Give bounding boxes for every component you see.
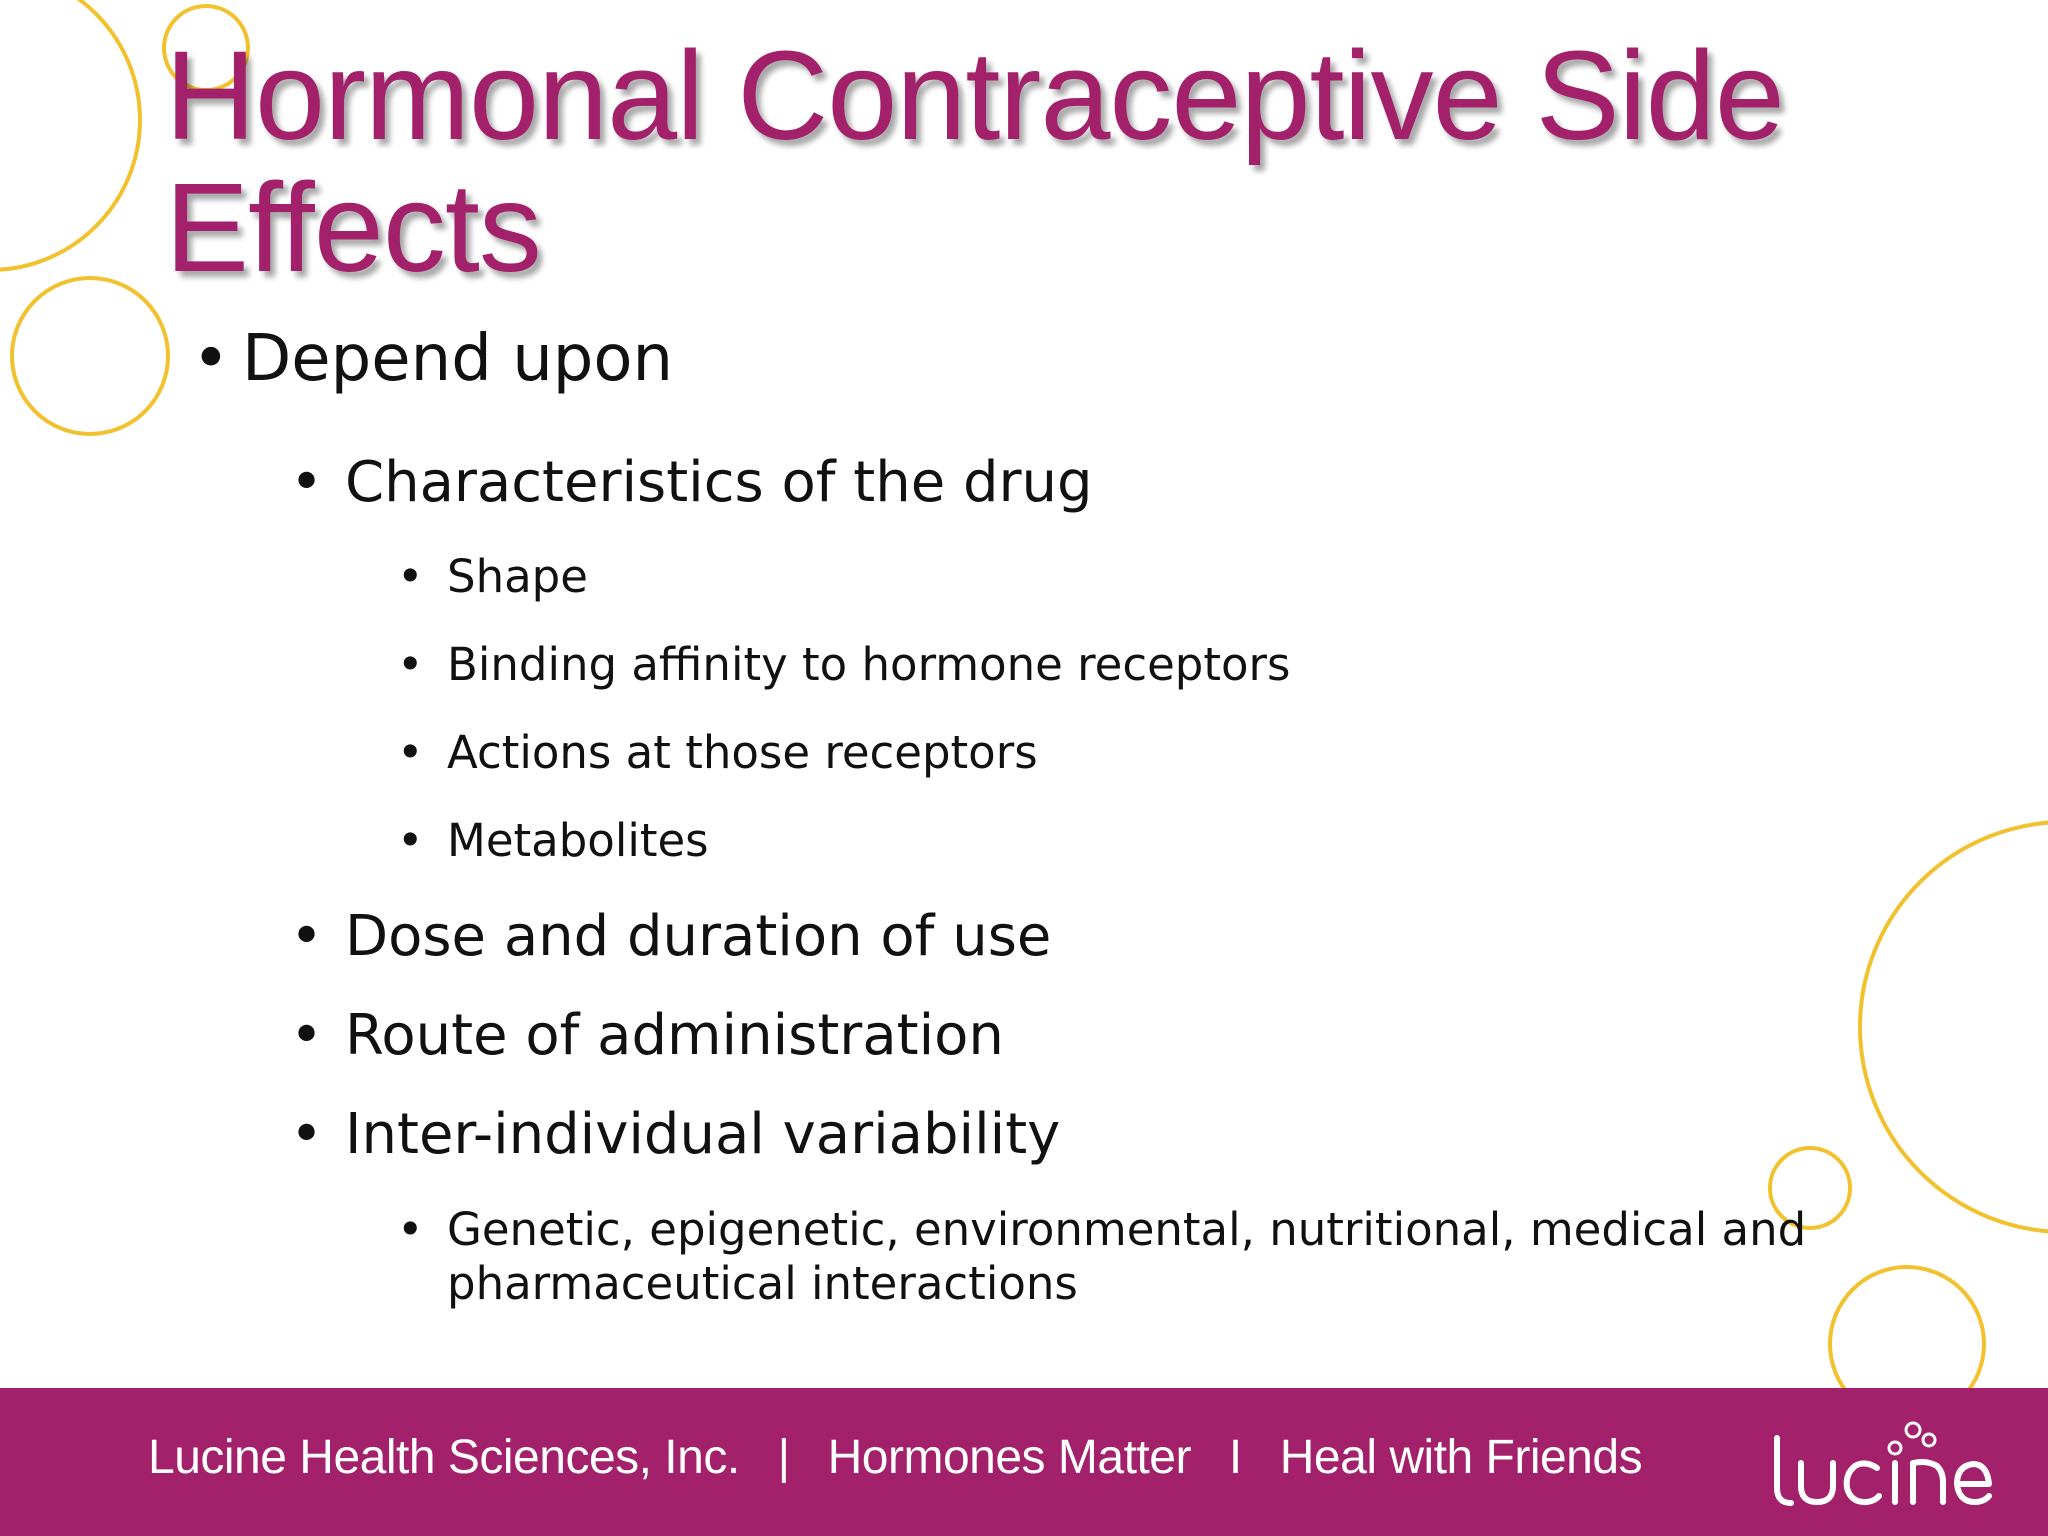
bullet-dot-icon: • <box>397 550 424 603</box>
bullet-text-continuation: pharmaceutical interactions <box>447 1257 1078 1310</box>
footer-tagline-hormones-matter: Hormones Matter <box>827 1431 1191 1484</box>
bullet-dot-icon: • <box>290 1003 324 1068</box>
footer-tagline-heal-with-friends: Heal with Friends <box>1279 1431 1643 1484</box>
bullet-text: Dose and duration of use <box>345 904 1052 969</box>
bullet-dot-icon: • <box>290 1102 324 1167</box>
bullet-item-level2 <box>290 1102 1061 1167</box>
bullet-item-level3 <box>397 1203 1807 1311</box>
bullet-dot-icon: • <box>397 726 424 779</box>
bullet-item-level2 <box>290 1003 1004 1068</box>
bullet-item-level3 <box>397 638 1291 691</box>
footer-separator: I <box>1228 1431 1242 1484</box>
slide-title: Hormonal Contraceptive Side Effects <box>165 25 1784 298</box>
bullet-dot-icon: • <box>290 450 324 515</box>
circle-left-mid <box>12 278 168 434</box>
bullet-text: Inter-individual variability <box>345 1102 1061 1167</box>
bullet-dot-icon: • <box>192 322 230 396</box>
bullet-dot-icon: • <box>397 814 424 867</box>
bullet-text: Route of administration <box>345 1003 1004 1068</box>
bullet-text: Depend upon <box>242 322 674 396</box>
circle-right-large <box>1860 822 2048 1232</box>
bullet-text: Binding affinity to hormone receptors <box>447 638 1291 691</box>
bullet-text: Actions at those receptors <box>447 726 1038 779</box>
bullet-dot-icon: • <box>397 638 424 691</box>
bullet-text: Genetic, epigenetic, environmental, nutritional, medical and <box>447 1203 1807 1256</box>
footer-separator: | <box>777 1431 790 1484</box>
bullet-item-level3 <box>397 814 709 867</box>
footer-text <box>148 1430 1642 1485</box>
bullet-text: Metabolites <box>447 814 709 867</box>
bullet-item-level2 <box>290 904 1052 969</box>
bullet-item-level2 <box>290 450 1093 515</box>
bullet-text: Shape <box>447 550 588 603</box>
bullet-item-level3 <box>397 550 588 603</box>
bullet-text: Characteristics of the drug <box>345 450 1093 515</box>
circle-top-left-large <box>0 0 140 270</box>
bullet-item-level1 <box>192 322 674 396</box>
footer-company: Lucine Health Sciences, Inc. <box>148 1431 740 1484</box>
bullet-dot-icon: • <box>290 904 324 969</box>
bullet-dot-icon: • <box>397 1203 424 1256</box>
bullet-item-level3 <box>397 726 1038 779</box>
footer-bar <box>0 1388 2048 1536</box>
lucine-logo <box>1765 1408 1995 1518</box>
